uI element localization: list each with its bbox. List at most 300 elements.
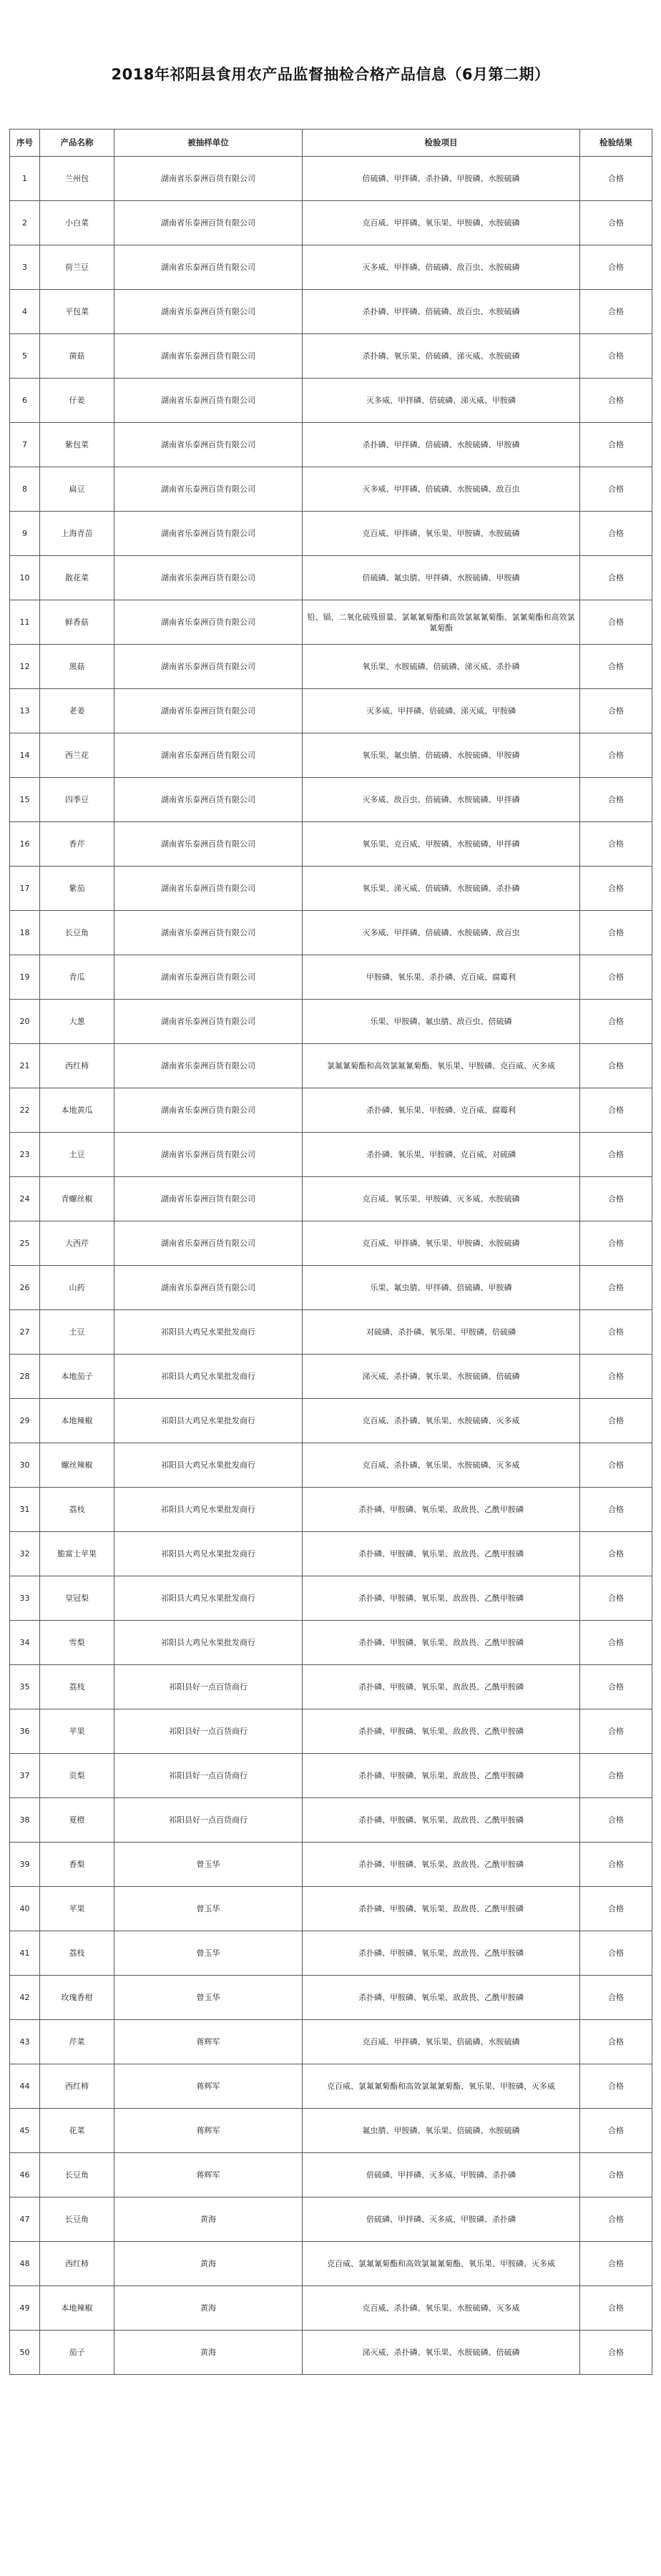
- cell-serial-number: 16: [10, 822, 40, 867]
- cell-product-name: 青螺丝椒: [40, 1177, 114, 1221]
- cell-test-items: 倍硫磷、甲拌磷、灭多威、甲胺磷、杀扑磷: [303, 2197, 580, 2242]
- cell-sampled-unit: 黄海: [114, 2331, 303, 2375]
- cell-test-items: 倍硫磷、甲拌磷、杀扑磷、甲胺磷、水胺硫磷: [303, 157, 580, 201]
- cell-test-result: 合格: [580, 1621, 652, 1665]
- cell-serial-number: 21: [10, 1044, 40, 1088]
- cell-test-items: 对硫磷、杀扑磷、氧乐果、甲胺磷、倍硫磷: [303, 1310, 580, 1355]
- cell-test-result: 合格: [580, 1088, 652, 1133]
- cell-sampled-unit: 蒋辉军: [114, 2020, 303, 2064]
- cell-product-name: 香芹: [40, 822, 114, 867]
- cell-serial-number: 32: [10, 1532, 40, 1576]
- cell-sampled-unit: 祁阳县大鸡兄水果批发商行: [114, 1310, 303, 1355]
- cell-test-items: 克百威、甲拌磷、氧乐果、甲胺磷、水胺硫磷: [303, 512, 580, 556]
- table-row: [10, 911, 652, 955]
- cell-test-items: 氟虫腈、甲胺磷、氧乐果、倍硫磷、水胺硫磷: [303, 2109, 580, 2153]
- cell-product-name: 西兰花: [40, 733, 114, 778]
- cell-product-name: 脆富士苹果: [40, 1532, 114, 1576]
- cell-test-result: 合格: [580, 1887, 652, 1931]
- cell-test-result: 合格: [580, 201, 652, 245]
- cell-test-items: 涕灭威、杀扑磷、氧乐果、水胺硫磷、倍硫磷: [303, 2331, 580, 2375]
- table-row: [10, 689, 652, 733]
- cell-product-name: 荔枝: [40, 1665, 114, 1709]
- cell-test-result: 合格: [580, 157, 652, 201]
- table-header-row: [10, 130, 652, 157]
- cell-sampled-unit: 湖南省乐泰洲百货有限公司: [114, 822, 303, 867]
- cell-serial-number: 18: [10, 911, 40, 955]
- cell-test-items: 氧乐果、涕灭威、倍硫磷、水胺硫磷、杀扑磷: [303, 867, 580, 911]
- cell-sampled-unit: 祁阳县大鸡兄水果批发商行: [114, 1621, 303, 1665]
- cell-test-result: 合格: [580, 1843, 652, 1887]
- cell-product-name: 土豆: [40, 1310, 114, 1355]
- cell-serial-number: 8: [10, 467, 40, 512]
- table-row: [10, 778, 652, 822]
- table-row: [10, 822, 652, 867]
- cell-serial-number: 20: [10, 1000, 40, 1044]
- cell-serial-number: 36: [10, 1709, 40, 1754]
- table-row: [10, 645, 652, 689]
- cell-serial-number: 39: [10, 1843, 40, 1887]
- cell-test-result: 合格: [580, 1665, 652, 1709]
- table-row: [10, 1931, 652, 1976]
- table-row: [10, 1310, 652, 1355]
- cell-test-result: 合格: [580, 1443, 652, 1488]
- table-row: [10, 1443, 652, 1488]
- cell-product-name: 小白菜: [40, 201, 114, 245]
- cell-test-items: 杀扑磷、甲拌磷、倍硫磷、水胺硫磷、甲胺磷: [303, 423, 580, 467]
- cell-test-items: 杀扑磷、甲胺磷、氧乐果、敌敌畏、乙酰甲胺磷: [303, 1532, 580, 1576]
- table-row: [10, 1000, 652, 1044]
- cell-sampled-unit: 祁阳县大鸡兄水果批发商行: [114, 1576, 303, 1621]
- cell-test-result: 合格: [580, 512, 652, 556]
- cell-serial-number: 49: [10, 2286, 40, 2331]
- cell-product-name: 菌菇: [40, 334, 114, 379]
- cell-test-result: 合格: [580, 290, 652, 334]
- cell-serial-number: 50: [10, 2331, 40, 2375]
- cell-serial-number: 38: [10, 1798, 40, 1843]
- cell-test-items: 杀扑磷、甲胺磷、氧乐果、敌敌畏、乙酰甲胺磷: [303, 1576, 580, 1621]
- cell-sampled-unit: 湖南省乐泰洲百货有限公司: [114, 600, 303, 645]
- cell-test-result: 合格: [580, 334, 652, 379]
- cell-product-name: 紫茄: [40, 867, 114, 911]
- cell-product-name: 雪梨: [40, 1621, 114, 1665]
- table-row: [10, 512, 652, 556]
- cell-test-items: 氯氟氰菊酯和高效氯氟氰菊酯、氧乐果、甲胺磷、克百威、灭多威: [303, 1044, 580, 1088]
- cell-product-name: 平包菜: [40, 290, 114, 334]
- cell-serial-number: 31: [10, 1488, 40, 1532]
- cell-sampled-unit: 祁阳县大鸡兄水果批发商行: [114, 1443, 303, 1488]
- cell-sampled-unit: 祁阳县好一点百货商行: [114, 1798, 303, 1843]
- cell-test-result: 合格: [580, 1177, 652, 1221]
- cell-test-items: 杀扑磷、甲胺磷、氧乐果、敌敌畏、乙酰甲胺磷: [303, 1798, 580, 1843]
- table-row: [10, 157, 652, 201]
- cell-sampled-unit: 黄海: [114, 2242, 303, 2286]
- cell-sampled-unit: 湖南省乐泰洲百货有限公司: [114, 379, 303, 423]
- cell-test-result: 合格: [580, 467, 652, 512]
- cell-serial-number: 37: [10, 1754, 40, 1798]
- cell-serial-number: 22: [10, 1088, 40, 1133]
- cell-serial-number: 44: [10, 2064, 40, 2109]
- cell-serial-number: 6: [10, 379, 40, 423]
- cell-test-result: 合格: [580, 2331, 652, 2375]
- cell-test-items: 灭多威、甲拌磷、倍硫磷、涕灭威、甲胺磷: [303, 689, 580, 733]
- cell-serial-number: 3: [10, 245, 40, 290]
- cell-product-name: 土豆: [40, 1133, 114, 1177]
- table-row: [10, 1488, 652, 1532]
- cell-test-result: 合格: [580, 733, 652, 778]
- header-product-name: 产品名称: [40, 130, 114, 157]
- cell-product-name: 本地茄子: [40, 1355, 114, 1399]
- cell-sampled-unit: 湖南省乐泰洲百货有限公司: [114, 290, 303, 334]
- cell-test-result: 合格: [580, 911, 652, 955]
- cell-test-items: 杀扑磷、甲胺磷、氧乐果、敌敌畏、乙酰甲胺磷: [303, 1976, 580, 2020]
- table-row: [10, 2197, 652, 2242]
- cell-serial-number: 2: [10, 201, 40, 245]
- table-row: [10, 1088, 652, 1133]
- table-row: [10, 1133, 652, 1177]
- header-sampled-unit: 被抽样单位: [114, 130, 303, 157]
- cell-sampled-unit: 湖南省乐泰洲百货有限公司: [114, 867, 303, 911]
- cell-test-result: 合格: [580, 1000, 652, 1044]
- cell-product-name: 花菜: [40, 2109, 114, 2153]
- table-row: [10, 1798, 652, 1843]
- cell-serial-number: 28: [10, 1355, 40, 1399]
- table-row: [10, 1221, 652, 1266]
- table-row: [10, 2064, 652, 2109]
- cell-test-result: 合格: [580, 955, 652, 1000]
- cell-test-items: 灭多威、甲拌磷、倍硫磷、水胺硫磷、敌百虫: [303, 911, 580, 955]
- cell-serial-number: 33: [10, 1576, 40, 1621]
- cell-sampled-unit: 曾玉华: [114, 1931, 303, 1976]
- cell-sampled-unit: 湖南省乐泰洲百货有限公司: [114, 1044, 303, 1088]
- cell-test-items: 杀扑磷、甲胺磷、氧乐果、敌敌畏、乙酰甲胺磷: [303, 1621, 580, 1665]
- cell-sampled-unit: 黄海: [114, 2286, 303, 2331]
- cell-product-name: 大西芹: [40, 1221, 114, 1266]
- cell-sampled-unit: 蒋辉军: [114, 2064, 303, 2109]
- cell-serial-number: 26: [10, 1266, 40, 1310]
- table-row: [10, 467, 652, 512]
- cell-test-result: 合格: [580, 1221, 652, 1266]
- table-row: [10, 379, 652, 423]
- cell-sampled-unit: 祁阳县大鸡兄水果批发商行: [114, 1532, 303, 1576]
- cell-product-name: 本地黄瓜: [40, 1088, 114, 1133]
- cell-test-result: 合格: [580, 1532, 652, 1576]
- table-row: [10, 334, 652, 379]
- cell-serial-number: 19: [10, 955, 40, 1000]
- table-row: [10, 1355, 652, 1399]
- cell-serial-number: 1: [10, 157, 40, 201]
- cell-sampled-unit: 湖南省乐泰洲百货有限公司: [114, 689, 303, 733]
- cell-sampled-unit: 湖南省乐泰洲百货有限公司: [114, 245, 303, 290]
- table-row: [10, 1399, 652, 1443]
- table-row: [10, 1177, 652, 1221]
- cell-serial-number: 27: [10, 1310, 40, 1355]
- cell-sampled-unit: 湖南省乐泰洲百货有限公司: [114, 1133, 303, 1177]
- table-row: [10, 2331, 652, 2375]
- table-row: [10, 1976, 652, 2020]
- cell-test-items: 氧乐果、氟虫腈、倍硫磷、水胺硫磷、甲胺磷: [303, 733, 580, 778]
- cell-product-name: 芹菜: [40, 2020, 114, 2064]
- cell-product-name: 长豆角: [40, 2197, 114, 2242]
- cell-sampled-unit: 湖南省乐泰洲百货有限公司: [114, 733, 303, 778]
- cell-test-result: 合格: [580, 2286, 652, 2331]
- cell-product-name: 长豆角: [40, 911, 114, 955]
- cell-product-name: 山药: [40, 1266, 114, 1310]
- cell-sampled-unit: 祁阳县好一点百货商行: [114, 1709, 303, 1754]
- cell-product-name: 本地辣椒: [40, 1399, 114, 1443]
- cell-serial-number: 11: [10, 600, 40, 645]
- cell-test-result: 合格: [580, 2197, 652, 2242]
- cell-product-name: 上海青苗: [40, 512, 114, 556]
- cell-serial-number: 10: [10, 556, 40, 600]
- cell-test-items: 甲胺磷、氧乐果、杀扑磷、克百威、腐霉利: [303, 955, 580, 1000]
- cell-product-name: 苹果: [40, 1887, 114, 1931]
- cell-test-items: 倍硫磷、氟虫腈、甲拌磷、水胺硫磷、甲胺磷: [303, 556, 580, 600]
- cell-product-name: 仔姜: [40, 379, 114, 423]
- cell-test-items: 杀扑磷、甲胺磷、氧乐果、敌敌畏、乙酰甲胺磷: [303, 1709, 580, 1754]
- cell-product-name: 螺丝辣椒: [40, 1443, 114, 1488]
- cell-sampled-unit: 湖南省乐泰洲百货有限公司: [114, 467, 303, 512]
- cell-test-items: 灭多威、甲拌磷、倍硫磷、水胺硫磷、敌百虫: [303, 467, 580, 512]
- cell-test-items: 杀扑磷、甲拌磷、倍硫磷、敌百虫、水胺硫磷: [303, 290, 580, 334]
- cell-sampled-unit: 湖南省乐泰洲百货有限公司: [114, 911, 303, 955]
- cell-serial-number: 30: [10, 1443, 40, 1488]
- cell-test-result: 合格: [580, 2242, 652, 2286]
- table-row: [10, 1665, 652, 1709]
- cell-test-result: 合格: [580, 689, 652, 733]
- cell-serial-number: 23: [10, 1133, 40, 1177]
- cell-sampled-unit: 湖南省乐泰洲百货有限公司: [114, 1177, 303, 1221]
- cell-sampled-unit: 祁阳县好一点百货商行: [114, 1754, 303, 1798]
- cell-product-name: 散花菜: [40, 556, 114, 600]
- cell-sampled-unit: 祁阳县大鸡兄水果批发商行: [114, 1399, 303, 1443]
- cell-serial-number: 24: [10, 1177, 40, 1221]
- cell-test-result: 合格: [580, 2109, 652, 2153]
- cell-test-result: 合格: [580, 778, 652, 822]
- cell-test-items: 灭多威、甲拌磷、倍硫磷、涕灭威、甲胺磷: [303, 379, 580, 423]
- cell-product-name: 黑菇: [40, 645, 114, 689]
- cell-sampled-unit: 湖南省乐泰洲百货有限公司: [114, 1221, 303, 1266]
- table-row: [10, 2020, 652, 2064]
- cell-serial-number: 43: [10, 2020, 40, 2064]
- cell-sampled-unit: 湖南省乐泰洲百货有限公司: [114, 512, 303, 556]
- cell-product-name: 西红柿: [40, 1044, 114, 1088]
- cell-test-items: 克百威、甲拌磷、氧乐果、甲胺磷、水胺硫磷: [303, 1221, 580, 1266]
- cell-sampled-unit: 湖南省乐泰洲百货有限公司: [114, 423, 303, 467]
- table-row: [10, 556, 652, 600]
- table-row: [10, 1044, 652, 1088]
- cell-serial-number: 7: [10, 423, 40, 467]
- cell-test-result: 合格: [580, 556, 652, 600]
- table-row: [10, 1621, 652, 1665]
- cell-sampled-unit: 曾玉华: [114, 1976, 303, 2020]
- cell-test-items: 灭多威、甲拌磷、倍硫磷、敌百虫、水胺硫磷: [303, 245, 580, 290]
- document-title: 2018年祁阳县食用农产品监督抽检合格产品信息（6月第二期）: [111, 66, 550, 83]
- cell-sampled-unit: 湖南省乐泰洲百货有限公司: [114, 778, 303, 822]
- cell-test-items: 杀扑磷、甲胺磷、氧乐果、敌敌畏、乙酰甲胺磷: [303, 1931, 580, 1976]
- cell-sampled-unit: 湖南省乐泰洲百货有限公司: [114, 1088, 303, 1133]
- table-row: [10, 1754, 652, 1798]
- cell-serial-number: 13: [10, 689, 40, 733]
- header-serial-number: 序号: [10, 130, 40, 157]
- cell-test-items: 乐果、甲胺磷、氟虫腈、敌百虫、倍硫磷: [303, 1000, 580, 1044]
- cell-product-name: 贡梨: [40, 1754, 114, 1798]
- header-test-items: 检验项目: [303, 130, 580, 157]
- cell-sampled-unit: 湖南省乐泰洲百货有限公司: [114, 1266, 303, 1310]
- table-row: [10, 955, 652, 1000]
- cell-test-result: 合格: [580, 1488, 652, 1532]
- cell-product-name: 大葱: [40, 1000, 114, 1044]
- table-row: [10, 1843, 652, 1887]
- cell-test-result: 合格: [580, 2020, 652, 2064]
- cell-test-items: 克百威、氯氟氰菊酯和高效氯氟氰菊酯、氧乐果、甲胺磷、灭多威: [303, 2064, 580, 2109]
- cell-serial-number: 47: [10, 2197, 40, 2242]
- cell-sampled-unit: 蒋辉军: [114, 2153, 303, 2197]
- cell-test-result: 合格: [580, 645, 652, 689]
- cell-product-name: 玫瑰香柑: [40, 1976, 114, 2020]
- cell-test-result: 合格: [580, 1266, 652, 1310]
- cell-sampled-unit: 湖南省乐泰洲百货有限公司: [114, 334, 303, 379]
- inspection-table: [9, 129, 652, 2375]
- table-row: [10, 201, 652, 245]
- table-row: [10, 600, 652, 645]
- cell-test-result: 合格: [580, 1576, 652, 1621]
- cell-test-items: 杀扑磷、氧乐果、倍硫磷、涕灭威、水胺硫磷: [303, 334, 580, 379]
- cell-serial-number: 25: [10, 1221, 40, 1266]
- cell-test-items: 杀扑磷、甲胺磷、氧乐果、敌敌畏、乙酰甲胺磷: [303, 1665, 580, 1709]
- cell-product-name: 紫包菜: [40, 423, 114, 467]
- cell-serial-number: 42: [10, 1976, 40, 2020]
- cell-test-result: 合格: [580, 1355, 652, 1399]
- cell-test-items: 克百威、甲拌磷、氧乐果、倍硫磷、水胺硫磷: [303, 2020, 580, 2064]
- cell-test-items: 灭多威、敌百虫、倍硫磷、水胺硫磷、甲拌磷: [303, 778, 580, 822]
- cell-sampled-unit: 曾玉华: [114, 1843, 303, 1887]
- cell-product-name: 兰州包: [40, 157, 114, 201]
- cell-test-items: 克百威、杀扑磷、氧乐果、水胺硫磷、灭多威: [303, 2286, 580, 2331]
- cell-sampled-unit: 祁阳县大鸡兄水果批发商行: [114, 1355, 303, 1399]
- table-row: [10, 733, 652, 778]
- cell-serial-number: 41: [10, 1931, 40, 1976]
- cell-test-items: 杀扑磷、甲胺磷、氧乐果、敌敌畏、乙酰甲胺磷: [303, 1488, 580, 1532]
- cell-sampled-unit: 祁阳县好一点百货商行: [114, 1665, 303, 1709]
- cell-sampled-unit: 曾玉华: [114, 1887, 303, 1931]
- cell-product-name: 荔枝: [40, 1488, 114, 1532]
- cell-test-items: 倍硫磷、甲拌磷、灭多威、甲胺磷、杀扑磷: [303, 2153, 580, 2197]
- cell-product-name: 西红柿: [40, 2064, 114, 2109]
- cell-product-name: 西红柿: [40, 2242, 114, 2286]
- cell-sampled-unit: 湖南省乐泰洲百货有限公司: [114, 955, 303, 1000]
- cell-test-items: 克百威、杀扑磷、氧乐果、水胺硫磷、灭多威: [303, 1443, 580, 1488]
- table-row: [10, 1532, 652, 1576]
- cell-product-name: 本地辣椒: [40, 2286, 114, 2331]
- cell-test-result: 合格: [580, 1399, 652, 1443]
- cell-serial-number: 34: [10, 1621, 40, 1665]
- cell-serial-number: 35: [10, 1665, 40, 1709]
- cell-test-items: 杀扑磷、甲胺磷、氧乐果、敌敌畏、乙酰甲胺磷: [303, 1754, 580, 1798]
- cell-test-result: 合格: [580, 1310, 652, 1355]
- cell-product-name: 茄子: [40, 2331, 114, 2375]
- cell-serial-number: 15: [10, 778, 40, 822]
- cell-product-name: 长豆角: [40, 2153, 114, 2197]
- cell-test-items: 克百威、甲拌磷、氧乐果、甲胺磷、水胺硫磷: [303, 201, 580, 245]
- cell-test-result: 合格: [580, 423, 652, 467]
- table-row: [10, 2153, 652, 2197]
- cell-test-result: 合格: [580, 2064, 652, 2109]
- header-test-result: 检验结果: [580, 130, 652, 157]
- cell-product-name: 荷兰豆: [40, 245, 114, 290]
- cell-test-items: 氧乐果、克百威、甲胺磷、水胺硫磷、甲拌磷: [303, 822, 580, 867]
- cell-sampled-unit: 湖南省乐泰洲百货有限公司: [114, 201, 303, 245]
- table-row: [10, 2286, 652, 2331]
- cell-test-items: 铅、镉、二氧化硫残留量、氯氟氰菊酯和高效氯氟氰菊酯、氯氰菊酯和高效氯氰菊酯: [303, 600, 580, 645]
- table-row: [10, 245, 652, 290]
- cell-test-result: 合格: [580, 245, 652, 290]
- cell-test-items: 杀扑磷、氧乐果、甲胺磷、克百威、对硫磷: [303, 1133, 580, 1177]
- cell-test-result: 合格: [580, 1044, 652, 1088]
- cell-product-name: 香梨: [40, 1843, 114, 1887]
- cell-test-result: 合格: [580, 600, 652, 645]
- cell-serial-number: 46: [10, 2153, 40, 2197]
- cell-test-result: 合格: [580, 1798, 652, 1843]
- cell-test-items: 克百威、杀扑磷、氧乐果、水胺硫磷、灭多威: [303, 1399, 580, 1443]
- cell-product-name: 鲜香菇: [40, 600, 114, 645]
- cell-test-result: 合格: [580, 379, 652, 423]
- table-row: [10, 2109, 652, 2153]
- table-row: [10, 2242, 652, 2286]
- table-row: [10, 867, 652, 911]
- cell-serial-number: 45: [10, 2109, 40, 2153]
- cell-test-items: 杀扑磷、甲胺磷、氧乐果、敌敌畏、乙酰甲胺磷: [303, 1843, 580, 1887]
- table-row: [10, 1576, 652, 1621]
- cell-test-items: 杀扑磷、甲胺磷、氧乐果、敌敌畏、乙酰甲胺磷: [303, 1887, 580, 1931]
- cell-serial-number: 5: [10, 334, 40, 379]
- cell-test-result: 合格: [580, 1976, 652, 2020]
- cell-product-name: 扁豆: [40, 467, 114, 512]
- cell-serial-number: 14: [10, 733, 40, 778]
- cell-serial-number: 17: [10, 867, 40, 911]
- cell-test-items: 涕灭威、杀扑磷、氧乐果、水胺硫磷、倍硫磷: [303, 1355, 580, 1399]
- cell-sampled-unit: 祁阳县大鸡兄水果批发商行: [114, 1488, 303, 1532]
- cell-serial-number: 48: [10, 2242, 40, 2286]
- cell-test-items: 克百威、氯氟氰菊酯和高效氯氟氰菊酯、氧乐果、甲胺磷、灭多威: [303, 2242, 580, 2286]
- cell-test-result: 合格: [580, 822, 652, 867]
- cell-test-result: 合格: [580, 1931, 652, 1976]
- cell-serial-number: 4: [10, 290, 40, 334]
- cell-test-result: 合格: [580, 1709, 652, 1754]
- cell-test-result: 合格: [580, 1754, 652, 1798]
- cell-sampled-unit: 蒋辉军: [114, 2109, 303, 2153]
- cell-product-name: 四季豆: [40, 778, 114, 822]
- table-body: [10, 157, 652, 2375]
- table-row: [10, 1887, 652, 1931]
- cell-product-name: 苹果: [40, 1709, 114, 1754]
- cell-serial-number: 12: [10, 645, 40, 689]
- cell-test-result: 合格: [580, 1133, 652, 1177]
- table-row: [10, 1709, 652, 1754]
- cell-test-items: 杀扑磷、氧乐果、甲胺磷、克百威、腐霉利: [303, 1088, 580, 1133]
- cell-sampled-unit: 湖南省乐泰洲百货有限公司: [114, 645, 303, 689]
- cell-sampled-unit: 湖南省乐泰洲百货有限公司: [114, 1000, 303, 1044]
- cell-product-name: 荔枝: [40, 1931, 114, 1976]
- table-row: [10, 423, 652, 467]
- cell-sampled-unit: 湖南省乐泰洲百货有限公司: [114, 157, 303, 201]
- cell-product-name: 夏橙: [40, 1798, 114, 1843]
- cell-test-result: 合格: [580, 2153, 652, 2197]
- cell-test-items: 克百威、氧乐果、甲胺磷、灭多威、水胺硫磷: [303, 1177, 580, 1221]
- cell-serial-number: 29: [10, 1399, 40, 1443]
- cell-sampled-unit: 黄海: [114, 2197, 303, 2242]
- table-row: [10, 290, 652, 334]
- cell-test-result: 合格: [580, 867, 652, 911]
